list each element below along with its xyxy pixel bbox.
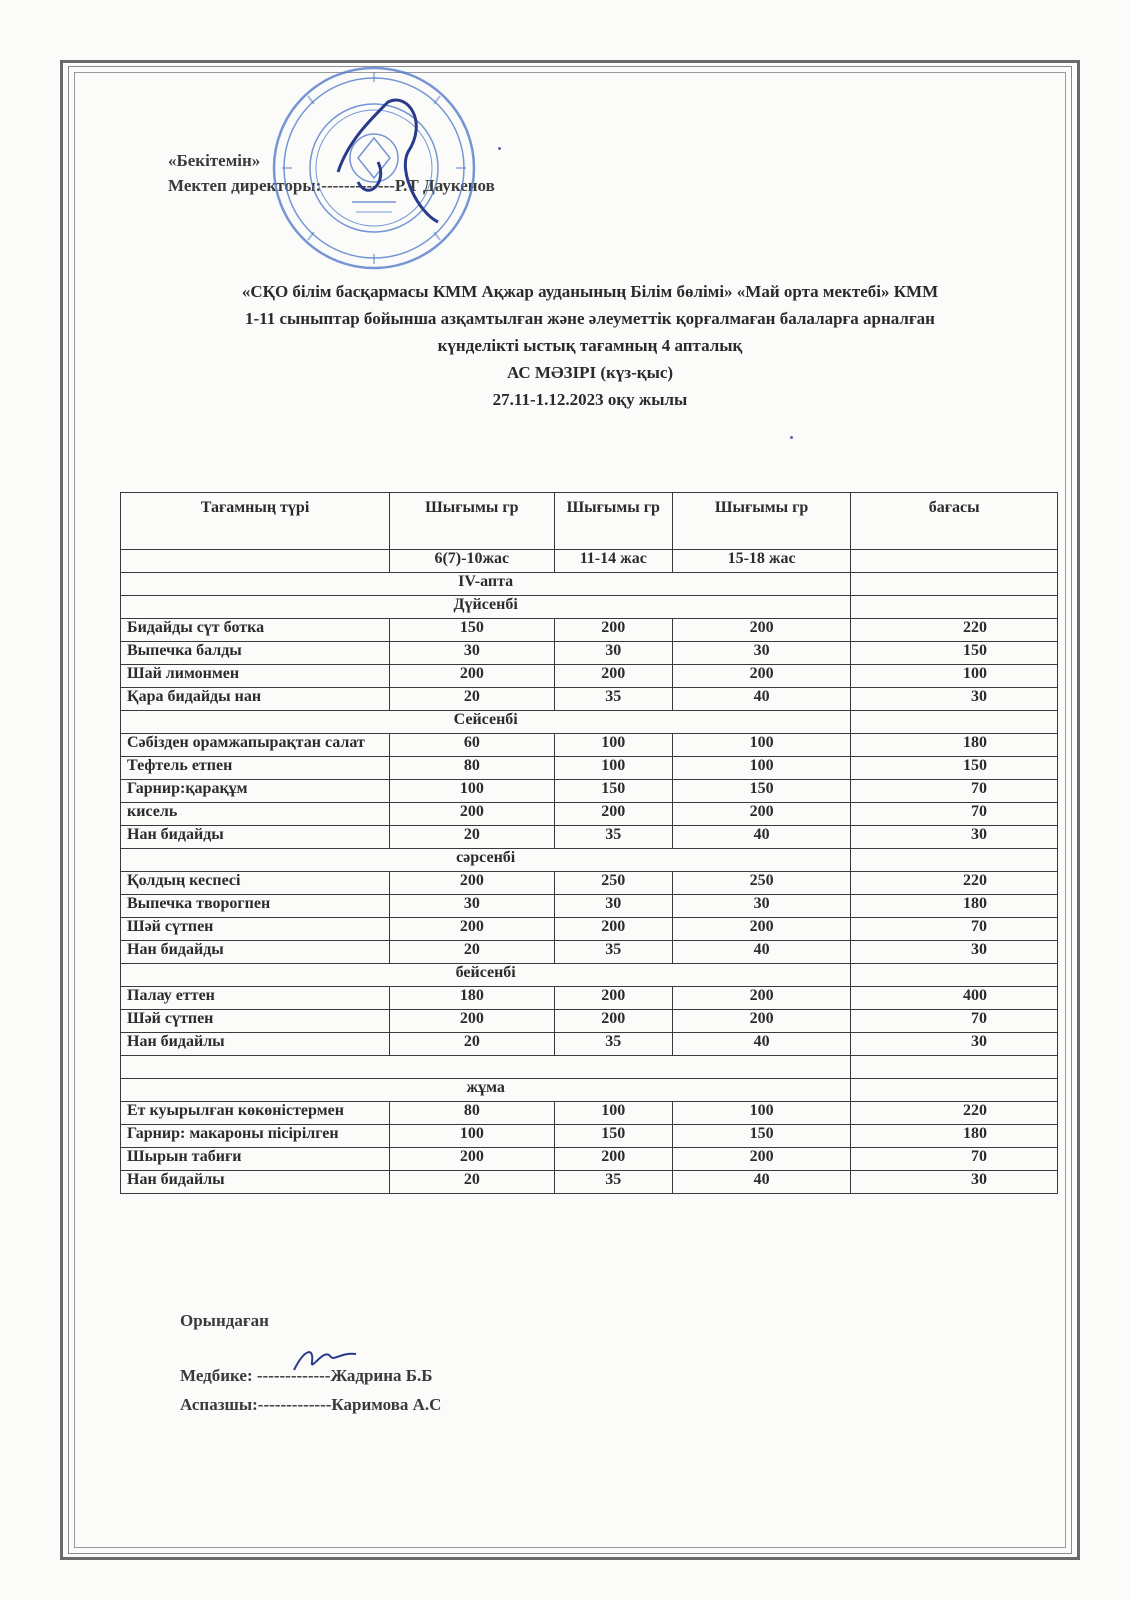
table-row: [121, 1033, 1058, 1056]
table-cell: 150: [389, 619, 554, 642]
table-cell: 30: [851, 1033, 1058, 1056]
table-cell: 70: [851, 780, 1058, 803]
table-row: [121, 665, 1058, 688]
table-cell: 70: [851, 1148, 1058, 1171]
table-cell: 200: [672, 987, 850, 1010]
table-cell: Шырын табиғи: [121, 1148, 390, 1171]
table-cell: Тефтель етпен: [121, 757, 390, 780]
table-cell: Шай лимонмен: [121, 665, 390, 688]
table-cell: 200: [554, 665, 672, 688]
table-cell: Сәбізден орамжапырақтан салат: [121, 734, 390, 757]
table-cell: 35: [554, 1171, 672, 1194]
table-cell: 100: [672, 1102, 850, 1125]
table-row: [121, 895, 1058, 918]
table-cell: 30: [554, 895, 672, 918]
table-cell: 20: [389, 1033, 554, 1056]
table-cell: 30: [389, 642, 554, 665]
header-date: 27.11-1.12.2023 оқу жылы: [492, 390, 688, 409]
table-cell: Выпечка творогпен: [121, 895, 390, 918]
empty-cell: [851, 596, 1058, 619]
table-row: [121, 688, 1058, 711]
table-cell: 30: [851, 826, 1058, 849]
table-cell: 200: [389, 665, 554, 688]
table-cell: 180: [851, 1125, 1058, 1148]
scan-speck: [498, 147, 501, 150]
table-row: [121, 1010, 1058, 1033]
table-cell: 70: [851, 918, 1058, 941]
table-cell: 250: [554, 872, 672, 895]
approval-title: «Бекітемін»: [168, 151, 261, 170]
table-cell: 250: [672, 872, 850, 895]
table-cell: 30: [389, 895, 554, 918]
age-group-cell: [851, 550, 1058, 573]
table-cell: 100: [851, 665, 1058, 688]
table-cell: 400: [851, 987, 1058, 1010]
empty-cell: [851, 711, 1058, 734]
table-row: [121, 1171, 1058, 1194]
table-cell: 40: [672, 826, 850, 849]
day-label: сәрсенбі: [121, 849, 851, 872]
table-cell: 80: [389, 1102, 554, 1125]
table-cell: 150: [672, 780, 850, 803]
table-cell: 220: [851, 872, 1058, 895]
age-group-row: [121, 550, 1058, 573]
empty-cell: [851, 1056, 1058, 1079]
table-cell: 70: [851, 803, 1058, 826]
table-row: [121, 734, 1058, 757]
empty-row: [121, 1056, 1058, 1079]
day-row: [121, 1079, 1058, 1102]
table-cell: 30: [554, 642, 672, 665]
table-body: [121, 550, 1058, 1194]
table-cell: Выпечка балды: [121, 642, 390, 665]
table-cell: 40: [672, 1171, 850, 1194]
table-row: [121, 757, 1058, 780]
day-row: [121, 596, 1058, 619]
table-cell: 150: [672, 1125, 850, 1148]
age-group-cell: 6(7)-10жас: [389, 550, 554, 573]
day-row: [121, 711, 1058, 734]
table-cell: 30: [851, 688, 1058, 711]
scan-speck: [790, 436, 793, 439]
table-cell: 180: [851, 734, 1058, 757]
table-cell: 80: [389, 757, 554, 780]
table-row: [121, 987, 1058, 1010]
table-cell: 180: [851, 895, 1058, 918]
table-cell: 70: [851, 1010, 1058, 1033]
table-cell: 200: [554, 1010, 672, 1033]
week-row: [121, 573, 1058, 596]
table-cell: 60: [389, 734, 554, 757]
table-cell: 150: [851, 757, 1058, 780]
day-label: жұма: [121, 1079, 851, 1102]
table-cell: 40: [672, 688, 850, 711]
table-cell: 200: [554, 803, 672, 826]
table-cell: Нан бидайлы: [121, 1171, 390, 1194]
table-row: [121, 780, 1058, 803]
week-label: IV-апта: [121, 573, 851, 596]
table-row: [121, 941, 1058, 964]
table-cell: 200: [554, 1148, 672, 1171]
table-cell: Гарнир: макароны пісірілген: [121, 1125, 390, 1148]
table-cell: Ет куырылған көкөністермен: [121, 1102, 390, 1125]
table-cell: 35: [554, 1033, 672, 1056]
table-cell: Шәй сүтпен: [121, 918, 390, 941]
table-cell: 35: [554, 826, 672, 849]
table-row: [121, 619, 1058, 642]
table-row: [121, 918, 1058, 941]
document-header: [150, 278, 1030, 413]
table-row: [121, 1148, 1058, 1171]
table-cell: 100: [554, 1102, 672, 1125]
header-subtitle: күнделікті ыстық тағамның 4 апталық: [437, 336, 743, 355]
table-cell: кисель: [121, 803, 390, 826]
column-header-yield-1: Шығымы гр: [389, 493, 554, 550]
table-cell: 40: [672, 1033, 850, 1056]
table-cell: 200: [389, 1148, 554, 1171]
empty-cell: [851, 573, 1058, 596]
table-cell: 150: [554, 1125, 672, 1148]
day-row: [121, 964, 1058, 987]
table-cell: Нан бидайлы: [121, 1033, 390, 1056]
table-cell: 20: [389, 941, 554, 964]
table-cell: Нан бидайды: [121, 941, 390, 964]
age-group-cell: 11-14 жас: [554, 550, 672, 573]
table-cell: 100: [554, 757, 672, 780]
table-cell: 100: [672, 734, 850, 757]
table-cell: 30: [672, 895, 850, 918]
table-cell: Қолдың кеспесі: [121, 872, 390, 895]
table-cell: 200: [672, 803, 850, 826]
table-cell: 200: [389, 872, 554, 895]
table-cell: 200: [389, 1010, 554, 1033]
table-cell: 20: [389, 826, 554, 849]
table-row: [121, 1125, 1058, 1148]
footer-nurse: Медбике: -------------Жадрина Б.Б: [180, 1366, 433, 1385]
signature-icon: [290, 1342, 360, 1378]
footer-performed: Орындаған: [180, 1311, 269, 1330]
table-cell: Нан бидайды: [121, 826, 390, 849]
table-cell: 200: [554, 619, 672, 642]
table-cell: Палау еттен: [121, 987, 390, 1010]
table-cell: 200: [389, 803, 554, 826]
table-cell: 200: [672, 665, 850, 688]
table-cell: 35: [554, 941, 672, 964]
day-label: Дүйсенбі: [121, 596, 851, 619]
empty-cell: [121, 1056, 851, 1079]
column-header-price: бағасы: [851, 493, 1058, 550]
table-cell: 200: [672, 1010, 850, 1033]
table-cell: 200: [554, 918, 672, 941]
table-cell: Қара бидайды нан: [121, 688, 390, 711]
table-cell: Гарнир:қарақұм: [121, 780, 390, 803]
header-title: АС МӘЗІРІ (күз-қыс): [506, 363, 674, 382]
table-cell: 150: [851, 642, 1058, 665]
table-row: [121, 803, 1058, 826]
table-row: [121, 642, 1058, 665]
table-cell: 30: [672, 642, 850, 665]
menu-table: [120, 492, 1058, 1194]
table-cell: 180: [389, 987, 554, 1010]
table-cell: 220: [851, 1102, 1058, 1125]
table-cell: 100: [672, 757, 850, 780]
table-cell: 220: [851, 619, 1058, 642]
approval-director: Мектеп директоры:-------------Р.Т Даукенов: [168, 176, 495, 195]
column-header-yield-2: Шығымы гр: [554, 493, 672, 550]
footer-cook: Аспазшы:-------------Каримова А.С: [180, 1395, 442, 1414]
header-description: 1-11 сыныптар бойынша азқамтылған және әлеуметтік қорғалмаған балаларға арналған: [245, 309, 935, 328]
table-cell: 200: [389, 918, 554, 941]
table-cell: 20: [389, 1171, 554, 1194]
table-cell: 35: [554, 688, 672, 711]
table-cell: Бидайды сүт ботка: [121, 619, 390, 642]
column-header-dish: Тағамның түрі: [121, 493, 390, 550]
stamp-icon: [268, 62, 480, 274]
table-cell: 100: [554, 734, 672, 757]
table-cell: 200: [672, 619, 850, 642]
table-cell: 20: [389, 688, 554, 711]
empty-cell: [851, 964, 1058, 987]
table-cell: Шәй сүтпен: [121, 1010, 390, 1033]
empty-cell: [851, 849, 1058, 872]
column-header-yield-3: Шығымы гр: [672, 493, 850, 550]
table-cell: 30: [851, 941, 1058, 964]
table-row: [121, 826, 1058, 849]
table-header-row: [121, 493, 1058, 550]
age-group-cell: [121, 550, 390, 573]
table-cell: 40: [672, 941, 850, 964]
empty-cell: [851, 1079, 1058, 1102]
day-row: [121, 849, 1058, 872]
table-cell: 200: [672, 918, 850, 941]
table-row: [121, 872, 1058, 895]
table-cell: 100: [389, 1125, 554, 1148]
age-group-cell: 15-18 жас: [672, 550, 850, 573]
table-cell: 100: [389, 780, 554, 803]
table-cell: 200: [672, 1148, 850, 1171]
day-label: Сейсенбі: [121, 711, 851, 734]
table-cell: 150: [554, 780, 672, 803]
table-cell: 200: [554, 987, 672, 1010]
day-label: бейсенбі: [121, 964, 851, 987]
table-cell: 30: [851, 1171, 1058, 1194]
header-organization: «СҚО білім басқармасы КММ Ақжар ауданының Білім бөлімі» «Май орта мектебі» КММ: [241, 282, 939, 301]
table-row: [121, 1102, 1058, 1125]
